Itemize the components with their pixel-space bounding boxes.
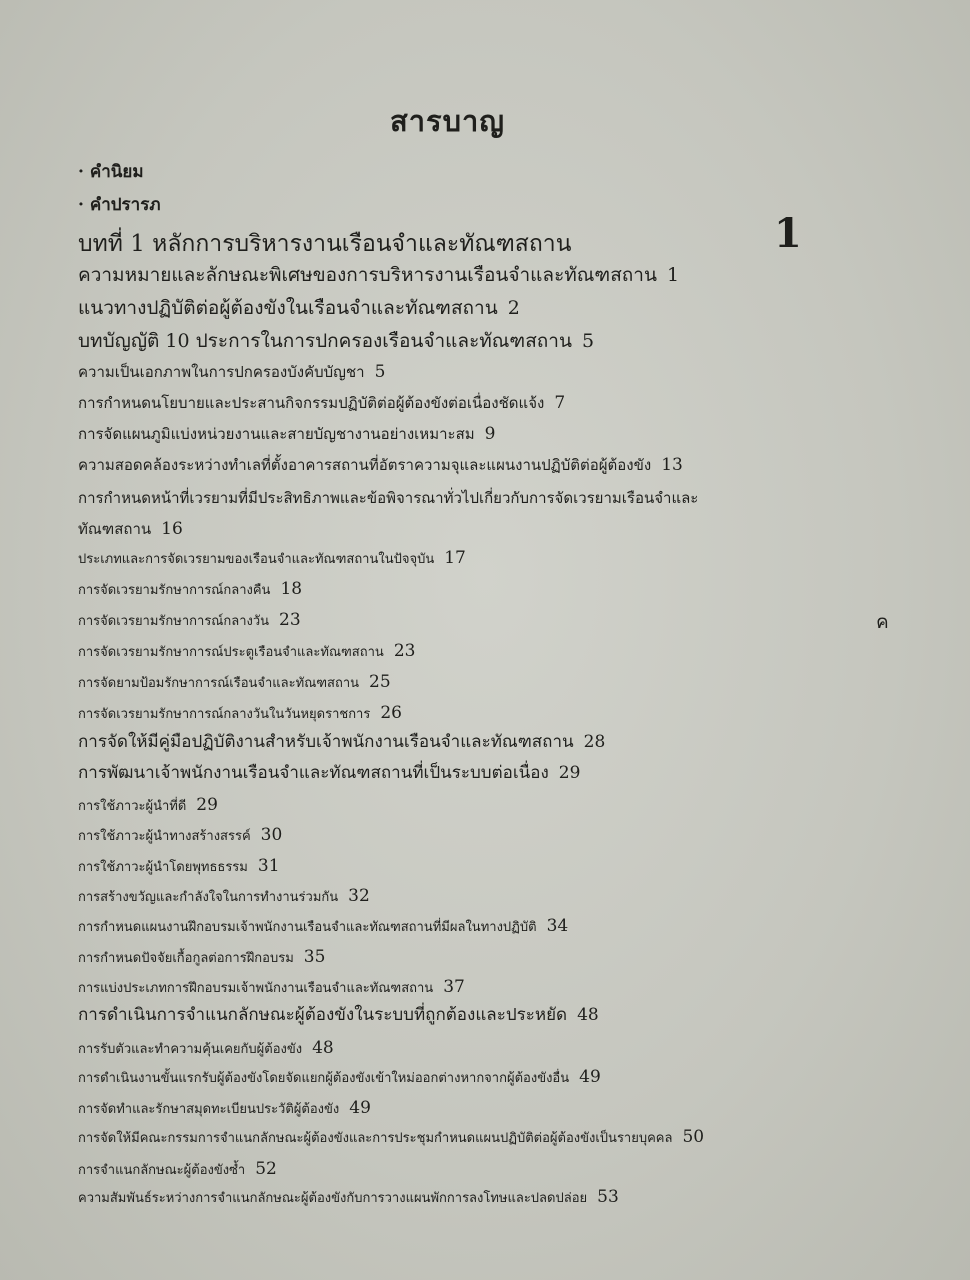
toc-entry-page: 48 xyxy=(312,1038,334,1058)
toc-entry-text: การดำเนินงานขั้นแรกรับผู้ต้องขังโดยจัดแยกผู้ต้องขังเข้าใหม่ออกต่างหากจากผู้ต้องขังอื่น xyxy=(78,1071,570,1086)
toc-entry-text: แนวทางปฏิบัติต่อผู้ต้องขังในเรือนจำและทัณฑสถาน xyxy=(78,297,498,319)
toc-entry xyxy=(78,424,495,444)
toc-entry xyxy=(78,393,565,413)
toc-entry-text: การจัดยามป้อมรักษาการณ์เรือนจำและทัณฑสถาน xyxy=(78,676,360,691)
toc-entry-page: 16 xyxy=(161,519,183,539)
toc-entry xyxy=(78,1067,601,1087)
toc-entry-page: 23 xyxy=(279,610,301,630)
toc-entry-text: การรับตัวและทำความคุ้นเคยกับผู้ต้องขัง xyxy=(78,1042,303,1057)
toc-entry-text: การจัดเวรยามรักษาการณ์กลางคืน xyxy=(78,583,271,598)
toc-entry-page: 48 xyxy=(577,1005,599,1025)
toc-entry xyxy=(78,1127,704,1147)
toc-entry-text: ความหมายและลักษณะพิเศษของการบริหารงานเรือนจำและทัณฑสถาน xyxy=(78,264,657,286)
toc-entry-text: การจัดเวรยามรักษาการณ์กลางวันในวันหยุดราชการ xyxy=(78,707,371,722)
preliminary-item-preface: · คำปรารภ xyxy=(78,195,161,215)
toc-entry xyxy=(78,916,568,936)
toc-entry-text: การกำหนดแผนงานฝึกอบรมเจ้าพนักงานเรือนจำและทัณฑสถานที่มีผลในทางปฏิบัติ xyxy=(78,920,537,935)
toc-entry xyxy=(78,330,594,353)
toc-entry xyxy=(78,455,683,475)
toc-entry-page: 28 xyxy=(583,732,606,752)
preliminary-item-foreword: · คำนิยม xyxy=(78,162,144,182)
toc-entry-text: การจัดแผนภูมิแบ่งหน่วยงานและสายบัญชางานอย่างเหมาะสม xyxy=(78,425,475,443)
toc-entry-page: 23 xyxy=(393,641,416,661)
toc-entry-text: ความสัมพันธ์ระหว่างการจำแนกลักษณะผู้ต้องขังกับการวางแผนพักการลงโทษและปลดปล่อย xyxy=(78,1191,588,1206)
toc-entry-page: 25 xyxy=(369,672,391,692)
toc-entry xyxy=(78,1005,599,1025)
toc-entry-page: 49 xyxy=(579,1067,601,1087)
toc-entry xyxy=(78,548,466,568)
toc-entry xyxy=(78,483,768,545)
page-title: สารบาญ xyxy=(390,104,505,138)
chapter-heading: บทที่ 1 หลักการบริหารงานเรือนจำและทัณฑสถาน xyxy=(78,231,572,257)
toc-entry xyxy=(78,641,415,661)
toc-entry xyxy=(78,703,402,723)
toc-entry-text: ความสอดคล้องระหว่างทำเลที่ตั้งอาคารสถานที่อัตราความจุและแผนงานปฏิบัติต่อผู้ต้องขัง xyxy=(78,456,652,474)
toc-entry-page: 5 xyxy=(581,330,595,352)
toc-entry xyxy=(78,886,370,906)
toc-entry-page: 9 xyxy=(484,424,496,444)
toc-entry-page: 53 xyxy=(597,1187,619,1207)
toc-entry xyxy=(78,947,325,967)
toc-entry-text: การจำแนกลักษณะผู้ต้องขังซ้ำ xyxy=(78,1163,246,1178)
toc-entry-text: การใช้ภาวะผู้นำที่ดี xyxy=(78,799,187,814)
toc-entry-text: การแบ่งประเภทการฝึกอบรมเจ้าพนักงานเรือนจำและทัณฑสถาน xyxy=(78,981,434,996)
toc-entry-text: การกำหนดปัจจัยเกื้อกูลต่อการฝึกอบรม xyxy=(78,951,294,966)
toc-entry-page: 32 xyxy=(348,886,370,906)
toc-entry-page: 31 xyxy=(257,856,280,876)
toc-entry-page: 34 xyxy=(546,916,569,936)
toc-entry xyxy=(78,362,385,382)
toc-entry-text: ประเภทและการจัดเวรยามของเรือนจำและทัณฑสถานในปัจจุบัน xyxy=(78,552,435,567)
toc-entry-page: 1 xyxy=(666,264,680,286)
toc-entry-page: 37 xyxy=(443,977,465,997)
toc-entry-page: 49 xyxy=(349,1098,371,1118)
toc-entry-text: การสร้างขวัญและกำลังใจในการทำงานร่วมกัน xyxy=(78,890,339,905)
toc-entry-page: 50 xyxy=(682,1127,705,1147)
toc-entry-text: การดำเนินการจำแนกลักษณะผู้ต้องขังในระบบที่ถูกต้องและประหยัด xyxy=(78,1005,568,1025)
toc-entry xyxy=(78,732,605,752)
toc-entry-page: 30 xyxy=(260,825,283,845)
toc-entry-page: 29 xyxy=(558,763,581,783)
chapter-number: 1 xyxy=(774,210,802,257)
toc-entry-text: การจัดทำและรักษาสมุดทะเบียนประวัติผู้ต้องขัง xyxy=(78,1102,340,1117)
toc-entry xyxy=(78,763,580,783)
toc-entry xyxy=(78,610,301,630)
toc-entry-page: 52 xyxy=(255,1159,277,1179)
toc-entry-text: การจัดให้มีคู่มือปฏิบัติงานสำหรับเจ้าพนักงานเรือนจำและทัณฑสถาน xyxy=(78,732,574,752)
toc-entry-page: 13 xyxy=(661,455,683,475)
toc-entry-text: การจัดเวรยามรักษาการณ์ประตูเรือนจำและทัณฑสถาน xyxy=(78,645,384,660)
toc-entry-text: การจัดเวรยามรักษาการณ์กลางวัน xyxy=(78,614,270,629)
toc-entry-text: การกำหนดนโยบายและประสานกิจกรรมปฏิบัติต่อผู้ต้องขังต่อเนื่องชัดแจ้ง xyxy=(78,394,545,412)
toc-entry-page: 5 xyxy=(374,362,386,382)
toc-entry xyxy=(78,264,679,287)
toc-entry-page: 26 xyxy=(380,703,402,723)
toc-entry-page: 18 xyxy=(280,579,303,599)
page-marker: ค xyxy=(876,611,889,633)
toc-entry-page: 35 xyxy=(303,947,326,967)
toc-entry-text: การใช้ภาวะผู้นำทางสร้างสรรค์ xyxy=(78,829,251,844)
toc-entry-page: 29 xyxy=(196,795,218,815)
toc-entry-page: 7 xyxy=(554,393,566,413)
toc-entry-text: การใช้ภาวะผู้นำโดยพุทธธรรม xyxy=(78,860,248,875)
toc-entry xyxy=(78,825,282,845)
toc-entry-text: ความเป็นเอกภาพในการปกครองบังคับบัญชา xyxy=(78,363,365,381)
toc-entry xyxy=(78,1098,371,1118)
toc-entry xyxy=(78,1038,334,1058)
toc-entry xyxy=(78,795,218,815)
toc-entry-text: บทบัญญัติ 10 ประการในการปกครองเรือนจำและทัณฑสถาน xyxy=(78,330,572,352)
toc-entry xyxy=(78,579,302,599)
toc-entry xyxy=(78,977,465,997)
toc-entry xyxy=(78,856,280,876)
toc-entry xyxy=(78,1159,277,1179)
toc-entry-page: 17 xyxy=(444,548,466,568)
toc-entry-text: การจัดให้มีคณะกรรมการจำแนกลักษณะผู้ต้องขังและการประชุมกำหนดแผนปฏิบัติต่อผู้ต้องขังเป็นรายบุคคล xyxy=(78,1131,673,1146)
toc-entry xyxy=(78,297,520,320)
toc-entry-text: การกำหนดหน้าที่เวรยามที่มีประสิทธิภาพและข้อพิจารณาทั่วไปเกี่ยวกับการจัดเวรยามเรือนจำและทัณฑสถาน xyxy=(78,489,699,538)
toc-entry xyxy=(78,672,391,692)
toc-entry-page: 2 xyxy=(507,297,520,319)
toc-entry xyxy=(78,1187,619,1207)
toc-entry-text: การพัฒนาเจ้าพนักงานเรือนจำและทัณฑสถานที่เป็นระบบต่อเนื่อง xyxy=(78,763,549,783)
